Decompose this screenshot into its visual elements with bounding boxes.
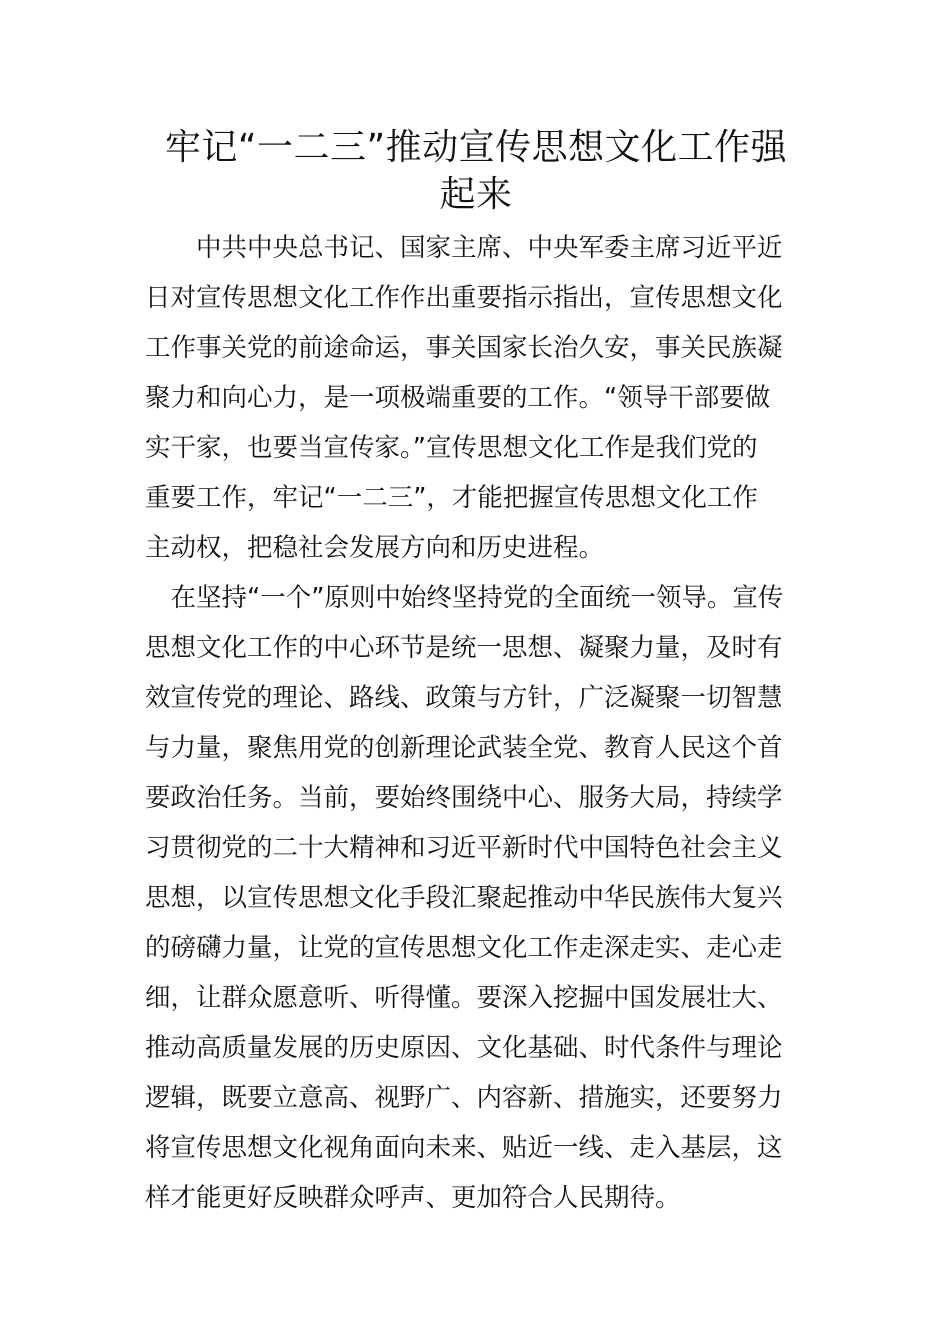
text-line: 要政治任务。当前，要始终围绕中心、服务大局，持续学 — [145, 783, 783, 813]
text-line: 中共中央总书记、国家主席、中央军委主席习近平近 — [145, 233, 783, 263]
text-line: 主动权，把稳社会发展方向和历史进程。 — [145, 533, 605, 563]
text-line: 习贯彻党的二十大精神和习近平新时代中国特色社会主义 — [145, 833, 783, 863]
title-line: 起来 — [439, 174, 513, 215]
text-line: 效宣传党的理论、路线、政策与方针，广泛凝聚一切智慧 — [145, 683, 783, 713]
text-line: 实干家，也要当宣传家。”宣传思想文化工作是我们党的 — [145, 433, 758, 463]
text-line: 与力量，聚焦用党的创新理论武装全党、教育人民这个首 — [145, 733, 783, 763]
paragraph-one-principle — [145, 573, 807, 1223]
text-line: 在坚持“一个”原则中始终坚持党的全面统一领导。宣传 — [145, 583, 784, 613]
text-line: 将宣传思想文化视角面向未来、贴近一线、走入基层，这 — [145, 1133, 783, 1163]
text-line: 的磅礴力量，让党的宣传思想文化工作走深走实、走心走 — [145, 933, 783, 963]
text-line: 逻辑，既要立意高、视野广、内容新、措施实，还要努力 — [145, 1083, 783, 1113]
text-line: 工作事关党的前途命运，事关国家长治久安，事关民族凝 — [145, 333, 783, 363]
document-title — [145, 124, 807, 218]
text-line: 细，让群众愿意听、听得懂。要深入挖掘中国发展壮大、 — [145, 983, 783, 1013]
text-line: 日对宣传思想文化工作作出重要指示指出，宣传思想文化 — [145, 283, 783, 313]
text-line: 重要工作，牢记“一二三”，才能把握宣传思想文化工作 — [145, 483, 758, 513]
text-line: 思想文化工作的中心环节是统一思想、凝聚力量，及时有 — [145, 633, 783, 663]
text-line: 样才能更好反映群众呼声、更加符合人民期待。 — [145, 1183, 681, 1213]
paragraph-intro — [145, 223, 807, 573]
text-line: 聚力和向心力，是一项极端重要的工作。“领导干部要做 — [145, 383, 771, 413]
text-line: 思想，以宣传思想文化手段汇聚起推动中华民族伟大复兴 — [145, 883, 783, 913]
title-line: 牢记“一二三”推动宣传思想文化工作强 — [164, 127, 788, 168]
document-page — [145, 124, 807, 1223]
text-line: 推动高质量发展的历史原因、文化基础、时代条件与理论 — [145, 1033, 783, 1063]
